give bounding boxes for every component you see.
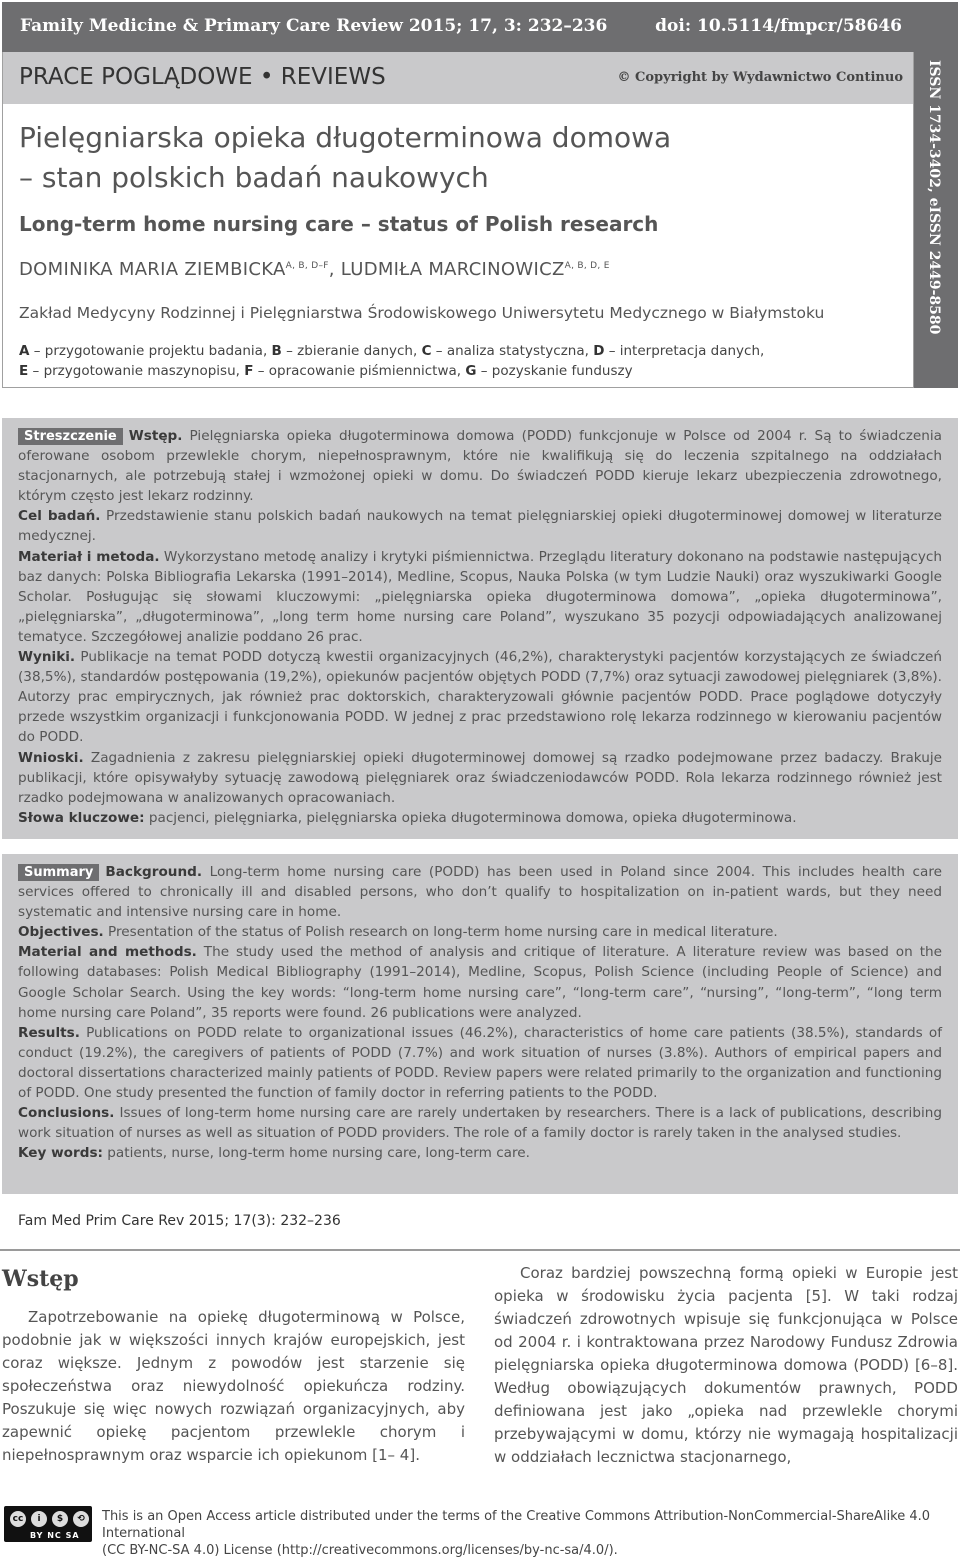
keywords: Słowa kluczowe: pacjenci, pielęgniarka, pielęgniarska opieka długoterminowa domowa, opieka długoterminowa. [18,809,797,826]
journal-title: Family Medicine & Primary Care Review 2015; 17, 3: 232–236 [20,16,608,36]
contrib-item: C – analiza statystyczna, [421,343,594,359]
sharealike-icon: ⟲ [71,1509,91,1529]
abstract-paragraph: Conclusions. Issues of long-term home nursing care are rarely undertaken by researchers. There is a lack of publications, describing work situation of nurses as well as situation of PODD providers. The role of a family doctor is rarely taken in the analysed studies. [18,1105,942,1142]
section-band [3,52,913,104]
journal-header-bar [2,2,958,52]
title-polish-line-2: – stan polskich badań naukowych [19,161,489,194]
body-paragraph: Coraz bardziej powszechną formą opieki w Europie jest opieka w środowisku życia pacjenta [5]. W taki rodzaj świadczeń zdrowotnych wpisuje się funkcjonująca w Polsce od 2004 r. i kontraktowana przez Narodowy Fundusz Zdrowia pielęgniarska opieka długoterminowa domowa (PODD) [6–8]. Według obowiązujących dokumentów prawnych, PODD definiowana jest jako „opieka nad przewlekle chorymi przebywającymi w domu, którzy nie wymagają hospitalizacji w oddziałach lecznictwa stacjonarnego, [494,1264,958,1466]
cc-license-badge[interactable] [4,1506,92,1542]
attribution-icon: i [29,1509,49,1529]
divider [0,1249,960,1251]
abstract-paragraph: Materiał i metoda. Wykorzystano metodę analizy i krytyki piśmiennictwa. Przeglądu literatury dokonano na podstawie następujących baz danych: Polska Bibliografia Lekarska (1991–2014), Medline, Scopus, Nauka Polska (w tym Ludzie Nauki) oraz wyszukiwarki Google Scholar. Posługując się słowami kluczowymi: „pielęgniarska opieka długoterminowa domowa”, „opieka długoterminowa”, „pielęgniarska”, „długoterminowa”, „long term home nursing care Poland”, wyszukano 35 pozycji odpowiadających analizowanej tematyce. Szczegółowej analizie poddano 26 prac. [18,548,942,645]
section-heading: Wstęp [2,1266,79,1292]
author-1: DOMINIKA MARIA ZIEMBICKA [19,259,286,280]
author-separator: , [328,259,341,280]
body-paragraph: Zapotrzebowanie na opiekę długoterminową w Polsce, podobnie jak w większości innych krajów europejskich, jest coraz większe. Jednym z powodów jest starzenie się społeczeństwa oraz niewydolność opiekuńcza rodziny. Poszukuje się więc nowych rozwiązań organizacyjnych, aby zapewnić opiekę pacjentom przewlekle chorym i niepełnosprawnym oraz wsparcie ich opiekunom [1– 4]. [2,1308,465,1464]
affiliation: Zakład Medycyny Rodzinnej i Pielęgniarstwa Środowiskowego Uniwersytetu Medycznego w Białymstoku [19,304,825,322]
keywords: Key words: patients, nurse, long-term home nursing care, long-term care. [18,1145,530,1162]
contrib-item: E – przygotowanie maszynopisu, [19,363,245,379]
abstract-paragraph: Results. Publications on PODD relate to organizational issues (46.2%), characteristics of home care patients (38.5%), standards of conduct (19.2%), the caregivers of patients of PODD (7.7%) and work situation of nurses (3.8%). Authors of empirical papers and doctoral dissertations characterized mainly patients of PODD. Review papers were related primarily to the organization and functioning of PODD. One study presented the function of family doctor in referring patients to the PODD. [18,1024,942,1102]
cc-icon: cc [8,1509,28,1529]
title-english: Long-term home nursing care – status of Polish research [19,212,659,236]
contrib-item: F – opracowanie piśmiennictwa, [244,363,466,379]
license-line-2[interactable]: (CC BY-NC-SA 4.0) License (http://creativecommons.org/licenses/by-nc-sa/4.0/). [102,1543,618,1558]
license-line-1: This is an Open Access article distributed under the terms of the Creative Commons Attribution-NonCommercial-ShareAlike 4.0 International [102,1509,931,1541]
contrib-item: B – zbieranie danych, [271,343,422,359]
title-polish [19,118,719,198]
body-column-right [494,1262,958,1469]
noncommercial-icon: $ [50,1509,70,1529]
doi[interactable]: doi: 10.5114/fmpcr/58646 [655,16,902,36]
author-2-contrib: A, B, D, E [564,261,610,271]
abstract-paragraph: Summary Background. Long-term home nursing care (PODD) has been used in Poland since 2004. This includes health care services offered to chronically ill and disabled persons, who don’t qualify to hospitalization on in-patient wards, but they need systematic and intensive nursing care in home. [18,864,942,921]
contribution-legend [19,341,899,381]
abstract-paragraph: Cel badań. Przedstawienie stanu polskich badań naukowych na temat pielęgniarskiej opieki długoterminowej domowej w literaturze medycznej. [18,508,942,545]
abstract-paragraph: Objectives. Presentation of the status of Polish research on long-term home nursing care in medical literature. [18,924,778,941]
license-text [102,1508,958,1559]
author-1-contrib: A, B, D–F [285,261,329,271]
abstract-english [2,854,958,1194]
contrib-item: G – pozyskanie funduszy [465,363,633,379]
authors [19,259,610,280]
abstract-tag: Summary [18,864,99,881]
abstract-paragraph: Material and methods. The study used the method of analysis and critique of literature. A literature review was based on the following databases: Polish Medical Bibliography (1991–2014), Medline, Scopus, Polish Science (including People of Science) and Google Scholar Search. Using the key words: “long-term home nursing care”, “long-term care”, “nursing”, “long-term”, “long term home nursing care Poland”, 35 reports were found. 26 publications were analyzed. [18,944,943,1021]
section-label: PRACE POGLĄDOWE • REVIEWS [19,64,386,90]
citation: Fam Med Prim Care Rev 2015; 17(3): 232–236 [18,1213,341,1229]
abstract-tag: Streszczenie [18,428,123,445]
body-column-left [2,1262,465,1467]
license-footer [2,1504,958,1558]
contrib-item: A – przygotowanie projektu badania, [19,343,272,359]
abstract-paragraph: Wyniki. Publikacje na temat PODD dotyczą kwestii organizacyjnych (46,2%), charakterystyki pacjentów korzystających ze świadczeń (38,5%), standardów postępowania (19,2%), opiekunów pacjentów objętych PODD (7,7%) oraz sytuacji zawodowej pielęgniarek (3,8%). Autorzy prac empirycznych, jak również prac doktorskich, charakteryzowali głównie pacjentów PODD. Prace poglądowe dotyczyły przede wszystkim organizacji i funkcjonowania PODD. W jednej z prac przedstawiono rolę lekarza rodzinnego w kierowaniu pacjentów do PODD. [18,649,942,746]
title-polish-line-1: Pielęgniarska opieka długoterminowa domowa [19,121,672,154]
contrib-item: D – interpretacja danych, [593,343,765,359]
issn-sidebar [914,52,958,388]
copyright: © Copyright by Wydawnictwo Continuo [617,70,903,85]
abstract-polish [2,418,958,839]
author-2: LUDMIŁA MARCINOWICZ [340,259,565,280]
abstract-paragraph: Streszczenie Wstęp. Pielęgniarska opieka długoterminowa domowa (PODD) funkcjonuje w Polsce od 2004 r. Są to świadczenia oferowane osobom przewlekle chorym, niepełnosprawnym, które nie kwalifikują się do leczenia szpitalnego na oddziałach stacjonarnych, ale potrzebują stałej i wzmożonej opieki w domu. Do świadczeń PODD kieruje lekarz ubezpieczenia zdrowotnego, którym często jest lekarz rodzinny. [18,428,942,505]
abstract-paragraph: Wnioski. Zagadnienia z zakresu pielęgniarskiej opieki długoterminowej domowej są rzadko podejmowane przez badaczy. Brakuje publikacji, które opisywałyby sytuację zawodową pielęgniarek oraz świadczeniodawców PODD. Rola lekarza rodzinnego również jest rzadko podejmowana w analizowanych opracowaniach. [18,749,942,806]
article-header [2,52,914,388]
issn: ISSN 1734-3402, eISSN 2449-8580 [926,60,942,335]
cc-labels: BY NC SA [30,1531,80,1540]
